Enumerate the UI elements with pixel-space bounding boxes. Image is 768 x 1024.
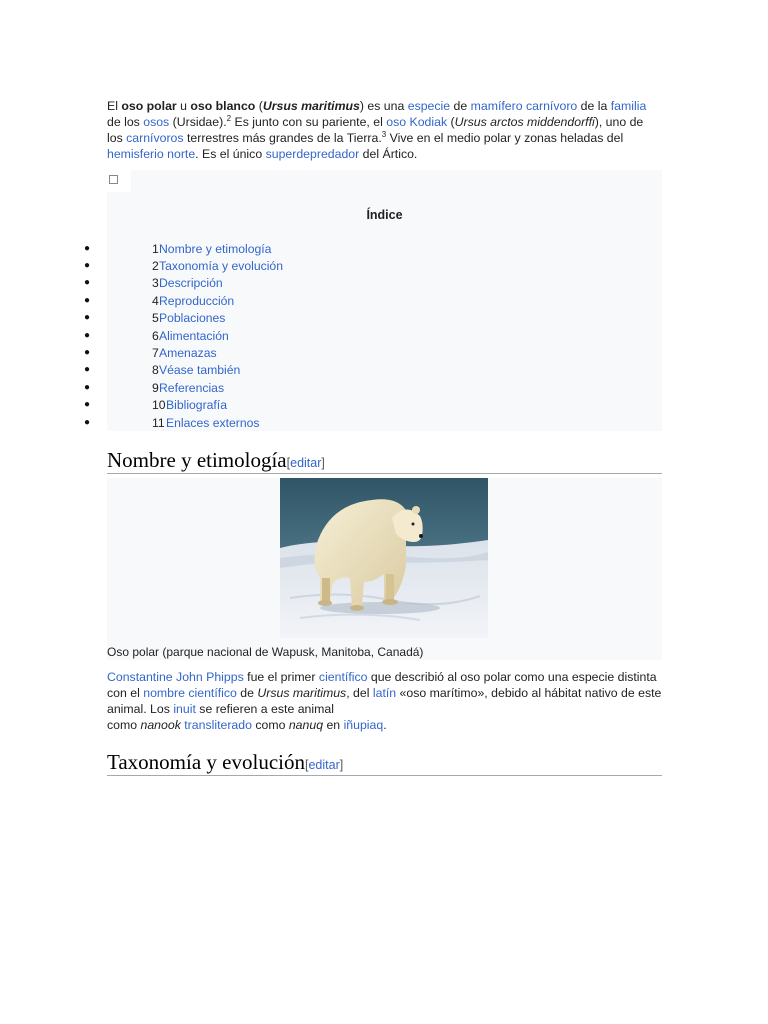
text: terrestres más grandes de la Tierra. (183, 131, 382, 145)
text: de (236, 686, 258, 700)
scientific-name: Ursus maritimus (262, 99, 360, 113)
text: de (450, 99, 471, 113)
reference-3[interactable]: 3 (381, 129, 387, 139)
toc-item[interactable] (0, 346, 400, 363)
text: , del (346, 686, 373, 700)
text: como (251, 718, 289, 732)
toc-item[interactable] (0, 259, 400, 276)
edit-label[interactable]: editar (308, 758, 340, 772)
text: Vive en el medio polar y zonas heladas del (386, 131, 624, 145)
text: del Ártico. (359, 147, 418, 161)
bullet-icon: ● (84, 330, 91, 341)
toc-number: 1 (152, 242, 159, 256)
toc-link[interactable]: Amenazas (159, 346, 217, 360)
text: El (107, 99, 122, 113)
toc-number: 5 (152, 311, 159, 325)
toc-item[interactable] (0, 242, 400, 259)
bullet-icon: ● (84, 399, 91, 410)
link-oso[interactable]: oso (386, 115, 407, 129)
toc-title: Índice (366, 208, 403, 222)
text: se refieren a este animal (195, 702, 334, 716)
bullet-icon: ● (84, 347, 91, 358)
text: «oso marítimo», debido al hábitat nativo de este animal. Los (107, 686, 662, 716)
bullet-icon: ● (84, 364, 91, 375)
toc-item[interactable] (0, 363, 400, 380)
toc-number: 11 (152, 416, 165, 430)
edit-section-link[interactable] (305, 758, 343, 772)
intro-paragraph (107, 98, 662, 162)
text: fue el primer (243, 670, 319, 684)
toc-link[interactable]: Referencias (159, 381, 225, 395)
text: . (383, 718, 387, 732)
link-transliterado[interactable]: transliterado (184, 718, 252, 732)
toc-item[interactable] (0, 294, 400, 311)
toc-link[interactable]: Nombre y etimología (159, 242, 272, 256)
link-carnivoros[interactable]: carnívoros (126, 131, 184, 145)
text: Es junto con su pariente, el (231, 115, 387, 129)
link-familia[interactable]: familia (610, 99, 647, 113)
toc-number: 7 (152, 346, 159, 360)
link-osos[interactable]: osos (143, 115, 170, 129)
toc-link[interactable]: Descripción (159, 276, 223, 290)
toc-number: 4 (152, 294, 159, 308)
link-nombre-cientifico[interactable]: nombre científico (143, 686, 237, 700)
link-inuit[interactable]: inuit (173, 702, 196, 716)
toc-item[interactable] (0, 381, 400, 398)
section-heading-taxonomia (107, 750, 662, 776)
toc-number: 6 (152, 329, 159, 343)
link-carnivoro[interactable]: carnívoro (526, 99, 578, 113)
figure-caption: Oso polar (parque nacional de Wapusk, Manitoba, Canadá) (107, 645, 424, 659)
link-latin[interactable]: latín (372, 686, 397, 700)
scientific-name: Ursus arctos middendorffi (454, 115, 595, 129)
text: . Es el único (195, 147, 266, 161)
toc-link[interactable]: Bibliografía (166, 398, 227, 412)
figure (107, 478, 662, 660)
toc-item[interactable] (0, 329, 400, 346)
term: nanook (140, 718, 181, 732)
section-title: Nombre y etimología (107, 448, 287, 472)
link-mamifero[interactable]: mamífero (470, 99, 523, 113)
link-especie[interactable]: especie (407, 99, 451, 113)
toc-checkbox[interactable] (109, 175, 118, 184)
bullet-icon: ● (84, 260, 91, 271)
text: ), uno de los (107, 115, 644, 145)
bracket: ] (339, 758, 344, 772)
toc-link[interactable]: Véase también (159, 363, 241, 377)
text: en (323, 718, 344, 732)
bullet-icon: ● (84, 295, 91, 306)
section-title: Taxonomía y evolución (107, 750, 305, 774)
text: de la (577, 99, 611, 113)
bold-term: oso blanco (190, 99, 256, 113)
etymology-paragraph (107, 669, 667, 733)
bracket: [ (286, 456, 291, 470)
text: ( (255, 99, 263, 113)
polar-bear-photo[interactable] (280, 478, 488, 638)
toc-toggle[interactable] (107, 170, 131, 192)
toc-number: 2 (152, 259, 159, 273)
term: nanuq (288, 718, 324, 732)
bracket: [ (304, 758, 309, 772)
section-heading-nombre (107, 448, 662, 474)
scientific-name: Ursus maritimus (257, 686, 347, 700)
toc-item[interactable] (0, 398, 400, 415)
text: u (176, 99, 191, 113)
toc-number: 10 (152, 398, 166, 412)
link-cientifico[interactable]: científico (318, 670, 368, 684)
link-inupiaq[interactable]: iñupiaq (343, 718, 384, 732)
toc-item[interactable] (0, 311, 400, 328)
toc-item[interactable] (0, 416, 400, 433)
text: de los (107, 115, 144, 129)
bullet-icon: ● (84, 312, 91, 323)
toc-link[interactable]: Reproducción (159, 294, 235, 308)
link-superdepredador[interactable]: superdepredador (265, 147, 360, 161)
toc-number: 9 (152, 381, 159, 395)
link-phipps[interactable]: Constantine John Phipps (107, 670, 244, 684)
toc-link[interactable]: Enlaces externos (166, 416, 260, 430)
toc-number: 3 (152, 276, 159, 290)
bullet-icon: ● (84, 417, 91, 428)
toc-number: 8 (152, 363, 159, 377)
edit-label[interactable]: editar (290, 456, 322, 470)
link-kodiak[interactable]: Kodiak (409, 115, 448, 129)
edit-section-link[interactable] (287, 456, 325, 470)
toc-link[interactable]: Alimentación (159, 329, 229, 343)
bullet-icon: ● (84, 243, 91, 254)
text: (Ursidae). (169, 115, 227, 129)
bold-term: oso polar (121, 99, 177, 113)
bullet-icon: ● (84, 277, 91, 288)
bracket: ] (321, 456, 325, 470)
toc-link[interactable]: Poblaciones (159, 311, 226, 325)
reference-2[interactable]: 2 (226, 113, 232, 123)
bullet-icon: ● (84, 382, 91, 393)
text: como (107, 718, 141, 732)
link-hemisferio-norte[interactable]: hemisferio norte (107, 147, 196, 161)
toc-link[interactable]: Taxonomía y evolución (159, 259, 283, 273)
toc-item[interactable] (0, 276, 400, 293)
text: ) es una (359, 99, 408, 113)
text: que describió al oso polar como una especie distinta con el (107, 670, 657, 700)
text: ( (447, 115, 455, 129)
